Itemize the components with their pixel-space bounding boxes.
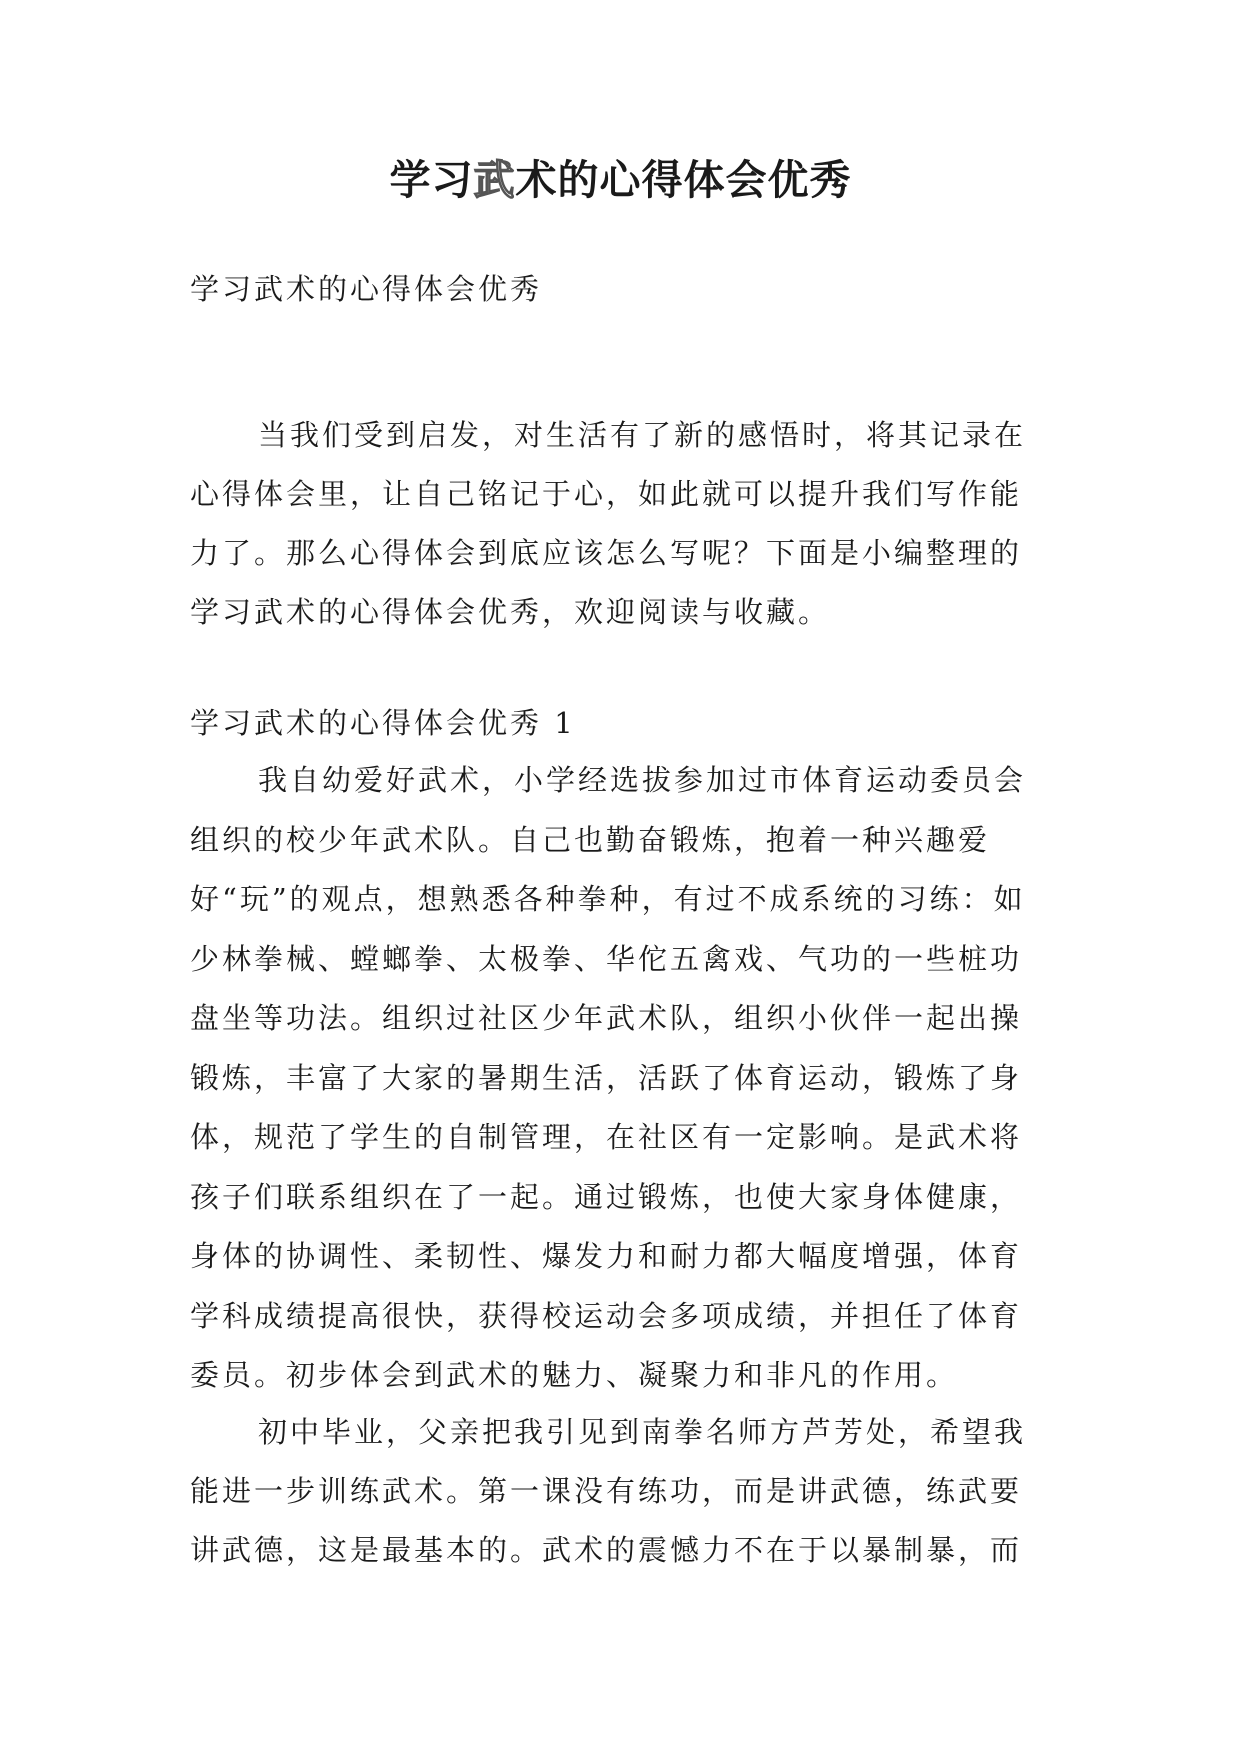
body-paragraph-1: 我自幼爱好武术，小学经选拔参加过市体育运动委员会组织的校少年武术队。自己也勤奋锻炼，抱着一种兴趣爱好“玩”的观点，想熟悉各种拳种，有过不成系统的习练：如少林拳械、螳螂拳、太极拳、华佗五禽戏、气功的一些桩功盘坐等功法。组织过社区少年武术队，组织小伙伴一起出操锻炼，丰富了大家的暑期生活，活跃了体育运动，锻炼了身体，规范了学生的自制管理，在社区有一定影响。是武术将孩子们联系组织在了一起。通过锻炼，也使大家身体健康，身体的协调性、柔韧性、爆发力和耐力都大幅度增强，体育学科成绩提高很快，获得校运动会多项成绩，并担任了体育委员。初步体会到武术的魅力、凝聚力和非凡的作用。 — [190, 763, 1027, 1392]
title-outlined-character: 武 — [473, 156, 516, 204]
section-heading: 学习武术的心得体会优秀 1 — [190, 706, 576, 740]
document-title — [0, 150, 1241, 210]
title-text-end: 术的心得体会优秀 — [515, 156, 852, 204]
title-text-start: 学习 — [389, 156, 474, 204]
intro-paragraph: 当我们受到启发，对生活有了新的感悟时，将其记录在心得体会里，让自己铭记于心，如此就可以提升我们写作能力了。那么心得体会到底应该怎么写呢？下面是小编整理的学习武术的心得体会优秀，欢迎阅读与收藏。 — [190, 418, 1027, 629]
body-paragraph-2: 初中毕业，父亲把我引见到南拳名师方芦芳处，希望我能进一步训练武术。第一课没有练功，而是讲武德，练武要讲武德，这是最基本的。武术的震憾力不在于以暴制暴，而 — [190, 1415, 1027, 1567]
document-subtitle: 学习武术的心得体会优秀 — [190, 272, 543, 306]
